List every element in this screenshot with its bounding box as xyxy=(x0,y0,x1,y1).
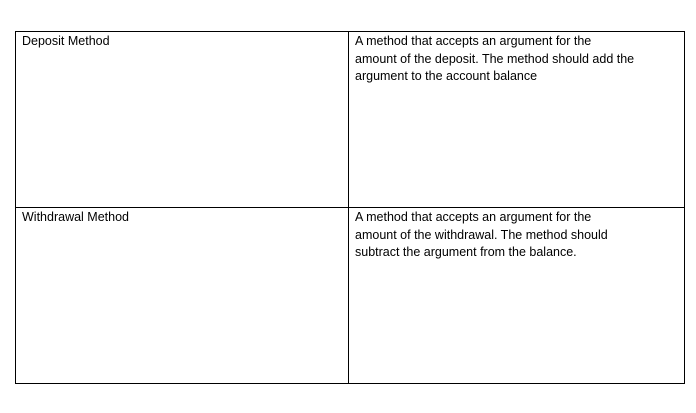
withdrawal-method-description: A method that accepts an argument for the amount of the withdrawal. The method should subtract the argument from the balance. xyxy=(349,208,685,384)
table-row-withdrawal xyxy=(16,208,685,384)
deposit-method-description: A method that accepts an argument for the amount of the deposit. The method should add the argument to the account balance xyxy=(349,32,685,208)
withdrawal-method-name: Withdrawal Method xyxy=(16,208,349,384)
method-table-body xyxy=(16,32,685,384)
table-row-deposit xyxy=(16,32,685,208)
deposit-method-name: Deposit Method xyxy=(16,32,349,208)
method-table xyxy=(15,31,685,384)
